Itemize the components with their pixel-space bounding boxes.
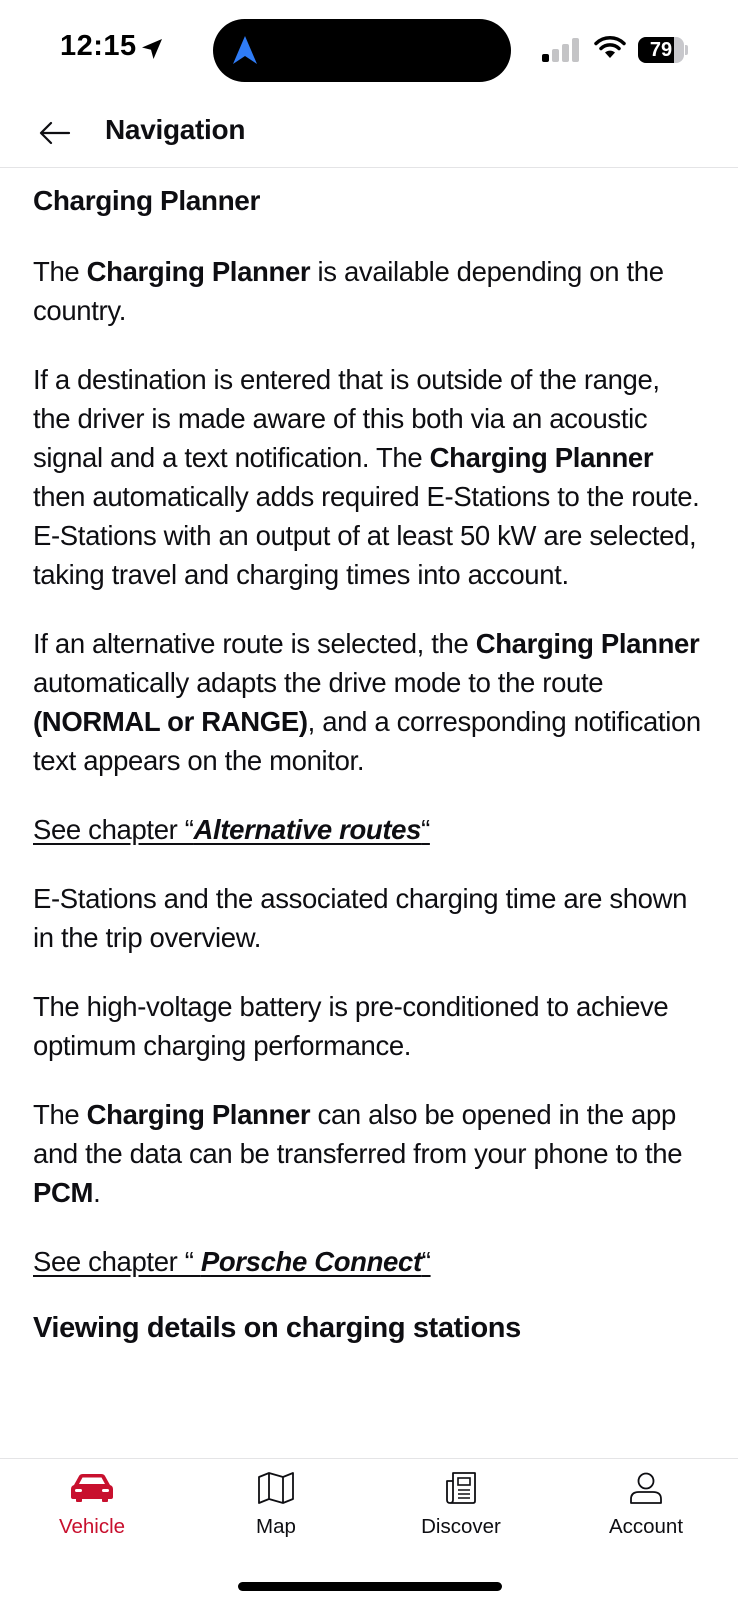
paragraph-range: If a destination is entered that is outside of the range, the driver is made aware of this both via an acoustic signal and a text notification. The Charging Planner then automatically adds required E-Stations to the route. E-Stations with an output of at least 50 kW are selected, taking travel and charging times into account. [33, 364, 700, 590]
paragraph-battery: The high-voltage battery is pre-conditioned to achieve optimum charging performance. [33, 991, 669, 1061]
tab-label: Vehicle [58, 1515, 126, 1538]
battery-icon [638, 37, 688, 63]
cellular-signal-icon [542, 38, 582, 62]
paragraph-alternative-route: If an alternative route is selected, the Charging Planner automatically adapts the drive mode to the route (NORMAL or RANGE), and a corresponding notification text appears on the monitor. [33, 628, 701, 776]
navigation-arrow-icon [233, 36, 257, 64]
wifi-icon [593, 34, 627, 60]
app-header [0, 100, 738, 168]
tab-label: Map [256, 1515, 296, 1538]
dynamic-island [213, 19, 511, 82]
chapter-link-porsche-connect[interactable]: See chapter “ Porsche Connect“ [33, 1246, 431, 1277]
tab-bar [0, 1458, 738, 1600]
tab-account[interactable] [576, 1459, 716, 1559]
location-arrow-icon [140, 37, 164, 61]
section-title: Charging Planner [33, 185, 260, 216]
tab-discover[interactable] [391, 1459, 531, 1559]
newspaper-icon [445, 1471, 477, 1505]
tab-label: Discover [421, 1515, 501, 1538]
status-time: 12:15 [60, 30, 137, 62]
user-icon [629, 1471, 663, 1505]
paragraph-availability: The Charging Planner is available depending on the country. [33, 256, 664, 326]
status-bar [0, 0, 738, 100]
paragraph-trip-overview: E-Stations and the associated charging time are shown in the trip overview. [33, 883, 688, 953]
tab-label: Account [608, 1515, 684, 1538]
page-title: Navigation [105, 114, 246, 145]
chapter-link-alternative-routes[interactable]: See chapter “Alternative routes“ [33, 814, 430, 845]
map-icon [257, 1471, 295, 1505]
article-content[interactable] [0, 168, 738, 1458]
car-icon [70, 1471, 114, 1503]
home-indicator[interactable] [238, 1582, 502, 1591]
battery-level: 79 [649, 39, 673, 61]
back-button[interactable] [30, 108, 80, 158]
tab-map[interactable] [206, 1459, 346, 1559]
arrow-left-icon [39, 121, 71, 145]
subsection-title: Viewing details on charging stations [33, 1312, 521, 1344]
tab-vehicle[interactable] [22, 1459, 162, 1559]
paragraph-app: The Charging Planner can also be opened in the app and the data can be transferred from your phone to the PCM. [33, 1099, 683, 1208]
